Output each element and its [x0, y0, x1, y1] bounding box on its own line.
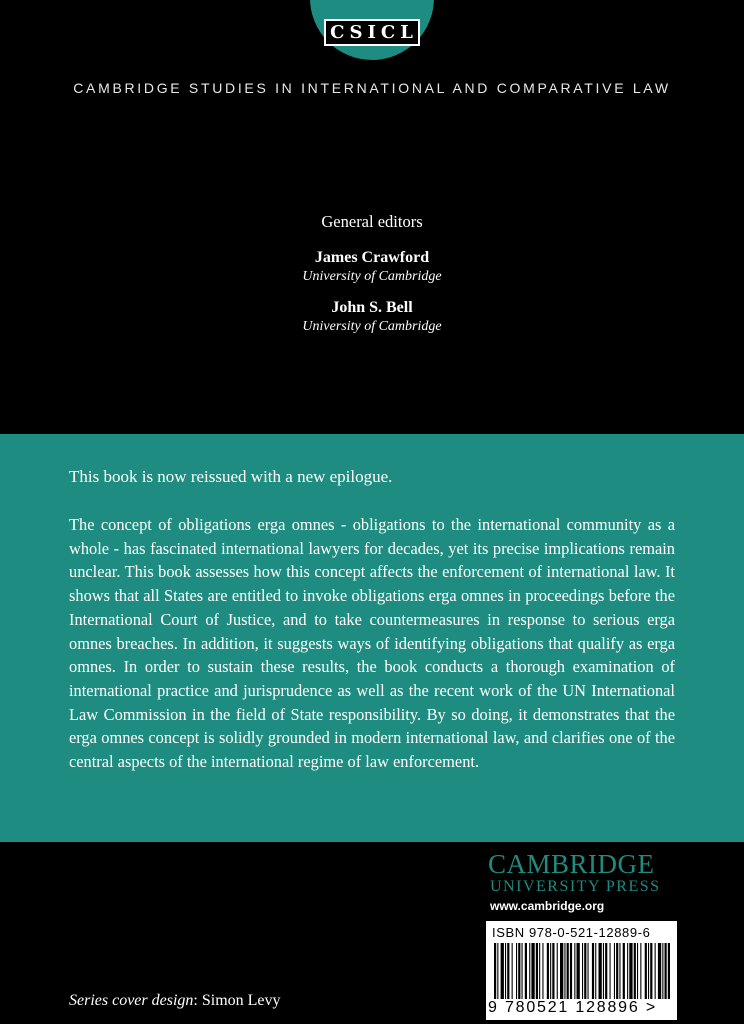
- barcode-bar: [614, 943, 615, 999]
- barcode-bar: [668, 943, 670, 999]
- barcode-bar: [505, 943, 506, 999]
- barcode-bar: [634, 943, 636, 999]
- barcode-bar: [522, 943, 523, 999]
- barcode-bar: [567, 943, 569, 999]
- barcode-bar: [603, 943, 604, 999]
- editors-label: General editors: [321, 212, 423, 231]
- series-logo: [310, 0, 434, 60]
- barcode-bar: [531, 943, 534, 999]
- barcode-bar: [560, 943, 563, 999]
- barcode-bar: [599, 943, 602, 999]
- barcode-bar: [525, 943, 527, 999]
- book-description: The concept of obligations erga omnes - obligations to the international community as a whole - has fascinated international lawyers for decades, yet its precise implications remain unclear. This book assesses how this concept affects the enforcement of international law. It shows that all States are entitled to invoke obligations erga omnes in proceedings before the International Court of Justice, and to take countermeasures in response to serious erga omnes breaches. In addition, it suggests ways of identifying obligations that qualify as erga omnes. In order to sustain these results, the book conducts a thorough examination of international practice and jurisprudence as well as the recent work of the UN International Law Commission in the field of State responsibility. By so doing, it demonstrates that the erga omnes concept is solidly grounded in modern international law, and clarifies one of the central aspects of the international regime of law enforcement.: [69, 515, 675, 772]
- barcode-bar: [516, 943, 517, 999]
- barcode-bar: [665, 943, 667, 999]
- barcode-bar: [574, 943, 575, 999]
- credit-name: Simon Levy: [201, 992, 281, 1009]
- cover-design-credit: [69, 992, 281, 1010]
- barcode-bar: [658, 943, 661, 999]
- cover-top-panel: [0, 0, 744, 434]
- barcode-bar: [550, 943, 551, 999]
- logo-box: [324, 19, 420, 46]
- barcode-bar: [655, 943, 656, 999]
- barcode-bar: [501, 943, 504, 999]
- barcode-bar: [610, 943, 611, 999]
- barcode-bar: [539, 943, 540, 999]
- barcode-digits: 9 780521 128896 >: [488, 999, 657, 1016]
- barcode-bar: [518, 943, 520, 999]
- barcode-bar: [507, 943, 509, 999]
- barcode-bar: [494, 943, 496, 999]
- barcode-bars: [492, 943, 674, 999]
- barcode-bar: [557, 943, 558, 999]
- editor-name: John S. Bell: [331, 299, 413, 316]
- series-title: CAMBRIDGE STUDIES IN INTERNATIONAL AND COMPARATIVE LAW: [73, 80, 671, 96]
- barcode-bar: [662, 943, 663, 999]
- barcode-bar: [497, 943, 498, 999]
- general-editors: [0, 212, 744, 335]
- barcode-bar: [637, 943, 638, 999]
- barcode-bar: [592, 943, 594, 999]
- barcode-bar: [650, 943, 652, 999]
- barcode-bar: [542, 943, 543, 999]
- barcode-bar: [536, 943, 538, 999]
- reissue-note: This book is now reissued with a new epilogue.: [69, 467, 393, 486]
- barcode-bar: [623, 943, 625, 999]
- blurb-band: [0, 434, 744, 842]
- barcode-bar: [582, 943, 583, 999]
- credit-label: Series cover design: [69, 992, 194, 1009]
- barcode-bar: [619, 943, 620, 999]
- barcode-bar: [577, 943, 580, 999]
- barcode-bar: [640, 943, 641, 999]
- barcode-bar: [512, 943, 513, 999]
- cover-bottom-panel: [0, 842, 744, 1024]
- barcode-bar: [629, 943, 632, 999]
- barcode-bar: [645, 943, 647, 999]
- isbn-barcode: [486, 921, 677, 1020]
- barcode-bar: [616, 943, 618, 999]
- barcode-bar: [605, 943, 607, 999]
- credit-separator: :: [193, 992, 202, 1009]
- barcode-bar: [552, 943, 554, 999]
- barcode-bar: [547, 943, 549, 999]
- editor-affiliation: University of Cambridge: [302, 269, 442, 284]
- publisher-subtitle: UNIVERSITY PRESS: [490, 878, 661, 895]
- barcode-bar: [595, 943, 596, 999]
- publisher-name: CAMBRIDGE: [488, 849, 655, 879]
- barcode-bar: [584, 943, 586, 999]
- barcode-bar: [564, 943, 565, 999]
- barcode-bar: [570, 943, 572, 999]
- logo-text: CSICL: [330, 22, 418, 43]
- isbn-label: ISBN 978-0-521-12889-6: [492, 925, 651, 940]
- barcode-bar: [648, 943, 649, 999]
- editor-affiliation: University of Cambridge: [302, 319, 442, 334]
- barcode-bar: [627, 943, 628, 999]
- barcode-bar: [529, 943, 530, 999]
- editor-name: James Crawford: [314, 249, 430, 266]
- barcode-bar: [588, 943, 589, 999]
- publisher-url: www.cambridge.org: [490, 899, 605, 913]
